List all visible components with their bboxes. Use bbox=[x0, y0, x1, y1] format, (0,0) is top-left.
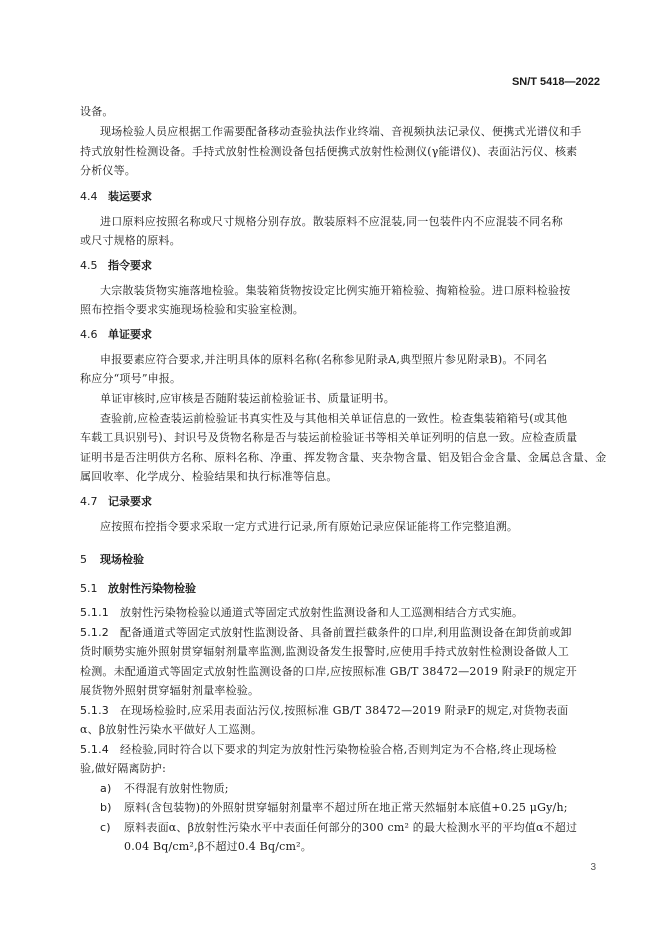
text-line: 车载工具识别号)、封识号及货物名称是否与装运前检验证书等相关单证列明的信息一致。应检查质量 bbox=[80, 431, 578, 444]
section-heading-5: 5 现场检验 bbox=[80, 553, 144, 566]
section-heading-4-7: 4.7 记录要求 bbox=[80, 495, 152, 508]
section-heading-5-1: 5.1 放射性污染物检验 bbox=[80, 582, 196, 595]
text-line: 单证审核时,应审核是否随附装运前检验证书、质量证明书。 bbox=[100, 392, 395, 405]
text-line: 查验前,应检查装运前检验证书真实性及与其他相关单证信息的一致性。检查集装箱箱号(或其他 bbox=[100, 412, 568, 425]
section-heading-4-6: 4.6 单证要求 bbox=[80, 328, 152, 341]
clause-5-1-2: 5.1.2 配备通道式等固定式放射性监测设备、具备前置拦截条件的口岸,利用监测设备在卸货前或卸 bbox=[80, 626, 572, 639]
list-item-b: b) 原料(含包装物)的外照射贯穿辐射剂量率不超过所在地正常天然辐射本底值+0.25 μGy/h; bbox=[100, 801, 568, 814]
text-line: α、β放射性污染水平做好人工巡测。 bbox=[80, 723, 263, 736]
text-line: 货时顺势实施外照射贯穿辐射剂量率监测,监测设备发生报警时,应使用手持式放射性检测设备做人工 bbox=[80, 645, 569, 658]
text-line: 持式放射性检测设备。手持式放射性检测设备包括便携式放射性检测仪(γ能谱仪)、表面沾污仪、核素 bbox=[80, 145, 578, 158]
text-line: 展货物外照射贯穿辐射剂量率检验。 bbox=[80, 684, 260, 697]
clause-5-1-1: 5.1.1 放射性污染物检验以通道式等固定式放射性监测设备和人工巡测相结合方式实施。 bbox=[80, 606, 524, 619]
text-line: 证明书是否注明供方名称、原料名称、净重、挥发物含量、夹杂物含量、铝及铝合金含量、金属总含量、金 bbox=[80, 451, 607, 464]
section-heading-4-5: 4.5 指令要求 bbox=[80, 259, 152, 272]
standard-number: SN/T 5418—2022 bbox=[511, 76, 600, 88]
clause-5-1-4: 5.1.4 经检验,同时符合以下要求的判定为放射性污染物检验合格,否则判定为不合格,终止现场检 bbox=[80, 743, 557, 756]
text-line: 或尺寸规格的原料。 bbox=[80, 234, 181, 247]
list-item-c: c) 原料表面α、β放射性污染水平中表面任何部分的300 cm² 的最大检测水平的平均值α不超过 bbox=[100, 821, 578, 834]
text-line: 大宗散装货物实施落地检验。集装箱货物按设定比例实施开箱检验、掏箱检验。进口原料检验按 bbox=[100, 284, 571, 297]
text-line: 0.04 Bq/cm²,β不超过0.4 Bq/cm²。 bbox=[124, 840, 312, 853]
clause-5-1-3: 5.1.3 在现场检验时,应采用表面沾污仪,按照标准 GB/T 38472—2019 附录F的规定,对货物表面 bbox=[80, 704, 569, 717]
list-item-a: a) 不得混有放射性物质; bbox=[100, 782, 229, 795]
text-line: 分析仪等。 bbox=[80, 164, 136, 177]
text-line: 现场检验人员应根据工作需要配备移动查验执法作业终端、音视频执法记录仪、便携式光谱仪和手 bbox=[100, 125, 582, 138]
text-line: 进口原料应按照名称或尺寸规格分别存放。散装原料不应混装,同一包装件内不应混装不同名称 bbox=[100, 215, 563, 228]
text-line: 属回收率、化学成分、检验结果和执行标准等信息。 bbox=[80, 470, 338, 483]
text-line: 验,做好隔离防护: bbox=[80, 762, 167, 775]
text-line: 称应分“项号”申报。 bbox=[80, 372, 182, 385]
text-line: 应按照布控指令要求采取一定方式进行记录,所有原始记录应保证能将工作完整追溯。 bbox=[100, 520, 519, 533]
text-line: 申报要素应符合要求,并注明具体的原料名称(名称参见附录A,典型照片参见附录B)。不同名 bbox=[100, 353, 548, 366]
text-line: 设备。 bbox=[80, 105, 114, 118]
text-line: 检测。未配通道式等固定式放射性监测设备的口岸,应按照标准 GB/T 38472—2019 附录F的规定开 bbox=[80, 665, 577, 678]
section-heading-4-4: 4.4 装运要求 bbox=[80, 190, 152, 203]
text-line: 照布控指令要求实施现场检验和实验室检测。 bbox=[80, 303, 304, 316]
page-number: 3 bbox=[590, 862, 596, 873]
